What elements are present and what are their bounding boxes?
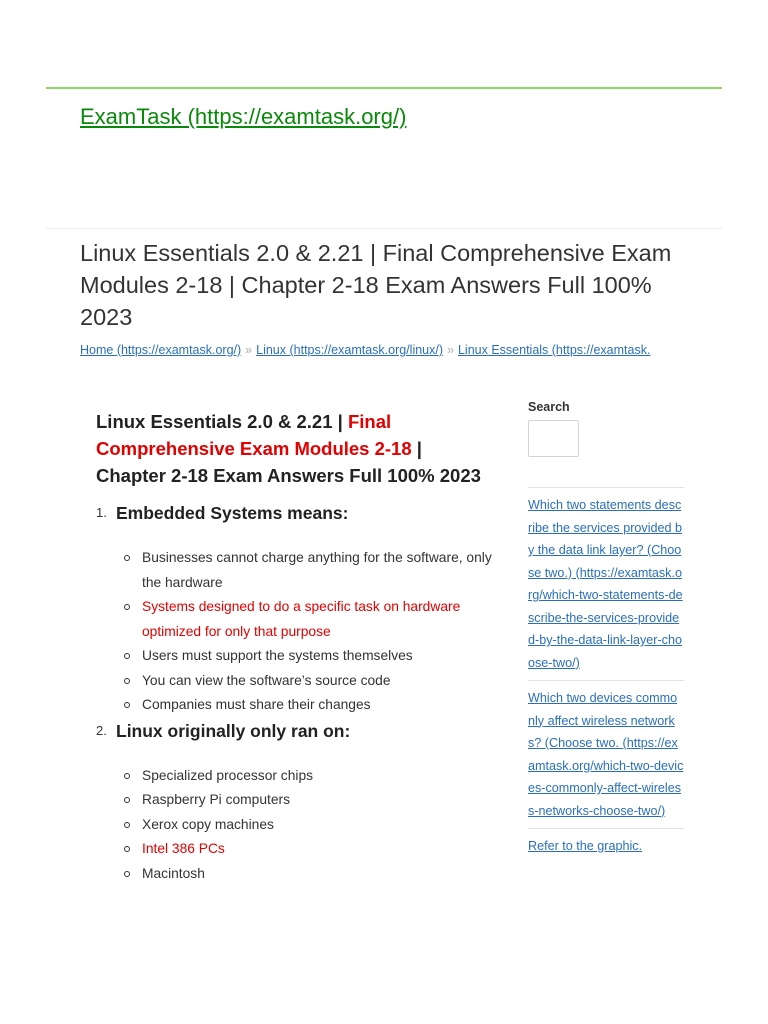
circle-bullet-icon: [124, 871, 130, 877]
sidebar: [528, 400, 684, 858]
article-heading-suffix: | Chapter 2-18 Exam Answers Full 100% 2023: [96, 438, 481, 486]
circle-bullet-icon: [124, 702, 130, 708]
circle-bullet-icon: [124, 773, 130, 779]
answer-option-correct: [142, 837, 496, 862]
search-label: Search: [528, 400, 570, 414]
article-heading-highlight: Final Comprehensive Exam Modules 2-18: [96, 411, 412, 459]
sidebar-divider: [528, 680, 684, 681]
sidebar-divider: [528, 487, 684, 488]
sidebar-link-refer-graphic[interactable]: Refer to the graphic.: [528, 839, 643, 853]
header-top-rule: [46, 87, 722, 89]
question-text: Linux originally only ran on:: [116, 720, 351, 741]
circle-bullet-icon: [124, 846, 130, 852]
question-text: Embedded Systems means:: [116, 503, 349, 523]
sidebar-link-data-link-layer[interactable]: Which two statements describe the services provided by the data link layer? (Choose two.) (https://examtask.org/which-two-statements-describe-the-services-provided-by-the-data-link-layer-choose-two/): [528, 498, 683, 670]
circle-bullet-icon: [124, 822, 130, 828]
sidebar-link-wireless-devices[interactable]: Which two devices commonly affect wireless networks? (Choose two. (https://examtask.org/which-two-devices-commonly-affect-wireless-networks-choose-two/): [528, 691, 684, 818]
breadcrumb: [80, 343, 690, 357]
breadcrumb-linux-essentials-link[interactable]: Linux Essentials (https://examtask.: [457, 343, 651, 357]
article-heading: [96, 408, 496, 489]
answer-option-correct: [142, 595, 496, 644]
answer-option: [142, 862, 496, 887]
question-number: 1.: [96, 505, 107, 520]
answer-option: [142, 764, 496, 789]
circle-bullet-icon: [124, 797, 130, 803]
circle-bullet-icon: [124, 604, 130, 610]
sidebar-divider: [528, 828, 684, 829]
site-title-link[interactable]: ExamTask (https://examtask.org/): [80, 104, 407, 129]
answer-text: Users must support the systems themselves: [142, 648, 413, 663]
answer-text: Systems designed to do a specific task on hardware optimized for only that purpose: [142, 599, 461, 639]
answer-list: [96, 546, 496, 718]
breadcrumb-separator: »: [245, 343, 253, 357]
article-heading-prefix: Linux Essentials 2.0 & 2.21 |: [96, 411, 348, 432]
breadcrumb-linux-link[interactable]: Linux (https://examtask.org/linux/): [256, 343, 444, 357]
answer-text: Businesses cannot charge anything for the software, only the hardware: [142, 550, 492, 590]
answer-option: [142, 546, 496, 595]
answer-option: [142, 693, 496, 718]
answer-option: [142, 644, 496, 669]
question-list: [96, 500, 496, 886]
article-content: [96, 408, 496, 886]
answer-text: Specialized processor chips: [142, 767, 314, 783]
header-separator: [46, 228, 722, 229]
question-item: [96, 500, 496, 718]
answer-text: Macintosh: [142, 865, 205, 881]
question-number: 2.: [96, 722, 107, 738]
page-title: Linux Essentials 2.0 & 2.21 | Final Comprehensive Exam Modules 2-18 | Chapter 2-18 Exam Answers Full 100% 2023: [80, 240, 672, 330]
circle-bullet-icon: [124, 653, 130, 659]
question-item: [96, 718, 496, 887]
breadcrumb-separator: »: [447, 343, 454, 357]
search-input[interactable]: [528, 420, 579, 457]
answer-text: Raspberry Pi computers: [142, 792, 290, 807]
answer-text: You can view the software’s source code: [142, 672, 391, 688]
breadcrumb-home-link[interactable]: Home (https://examtask.org/): [80, 343, 242, 357]
answer-option: [142, 669, 496, 694]
answer-list: [96, 764, 496, 887]
answer-option: [142, 813, 496, 838]
answer-text: Companies must share their changes: [142, 697, 371, 712]
answer-text: Xerox copy machines: [142, 816, 274, 832]
answer-text: Intel 386 PCs: [142, 841, 225, 856]
circle-bullet-icon: [124, 678, 130, 684]
circle-bullet-icon: [124, 555, 130, 561]
answer-option: [142, 788, 496, 813]
